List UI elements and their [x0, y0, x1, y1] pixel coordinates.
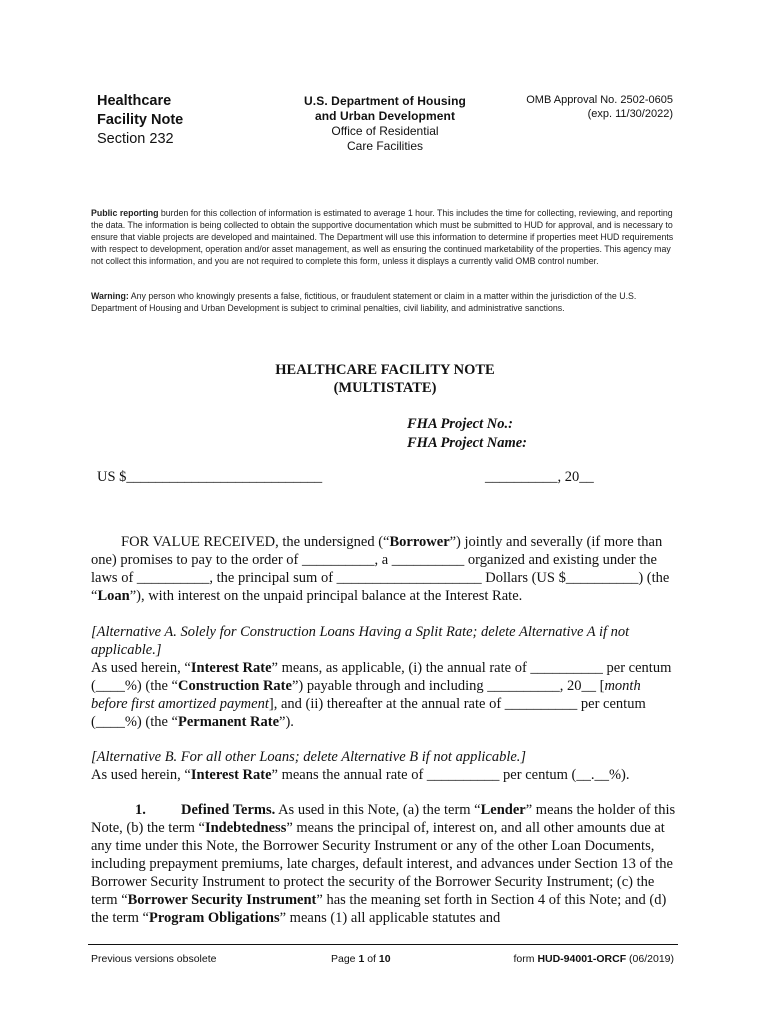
alternative-b-body [91, 766, 678, 784]
text-run: ], and (ii) thereafter at the annual rate of __________ per centum (____%) (the “ [91, 696, 646, 730]
term-borrower: Borrower [389, 534, 450, 550]
footer-obsolete-note: Previous versions obsolete [91, 953, 217, 965]
text-run: ” means the annual rate of __________ per centum (__.__%). [271, 767, 630, 783]
header-left-line1: Healthcare [97, 93, 172, 109]
alternative-b-paragraph [91, 748, 678, 784]
public-reporting-lead: Public reporting [91, 208, 159, 218]
text-run: As used herein, “ [91, 767, 191, 783]
form-id: HUD-94001-ORCF [537, 953, 627, 965]
document-title [200, 361, 570, 397]
note-date-blank: __________, 20__ [485, 469, 594, 485]
header-left-line3: Section 232 [97, 131, 174, 147]
alternative-b-heading: [Alternative B. For all other Loans; delete Alternative B if not applicable.] [91, 749, 527, 765]
fha-project-no: FHA Project No.: [407, 416, 513, 432]
agency-name-line2: and Urban Development [314, 109, 456, 123]
text-run: ” has the meaning set forth in Section 4 of this Note; and (d) the term “ [91, 892, 667, 926]
page-total: 10 [378, 953, 391, 965]
footer-divider [88, 944, 678, 945]
term-program-obligations: Program Obligations [148, 910, 280, 926]
omb-number: OMB Approval No. 2502-0605 [526, 94, 673, 106]
fha-project-block [407, 415, 527, 453]
form-date: (06/2019) [626, 953, 674, 965]
omb-approval [495, 93, 673, 121]
page-indicator [331, 952, 391, 966]
month-note: month before first amortized payment [91, 678, 641, 712]
page-number: 1 [358, 953, 365, 965]
office-line1: Office of Residential [331, 124, 439, 138]
text-run: ” means the principal of, interest on, and all other amounts due at any time under this Note, the Borrower Security Instrument or any of the other Loan Documents, including prepayment premiums, late charges, default interest, and advances under Section 13 of the Borrower Security Instrument to protect the security of the Borrower Security Instrument; (c) the term “ [91, 820, 673, 908]
term-permanent-rate: Permanent Rate [177, 714, 280, 730]
text-run: ”). [279, 714, 294, 730]
text-run: ” means the holder of this Note, (b) the term “ [91, 802, 676, 836]
text-run: ”) payable through and including __________, 20__ [ [291, 678, 605, 694]
public-reporting-statement [91, 207, 681, 267]
text-run: As used in this Note, (a) the term “ [275, 802, 481, 818]
section-number: 1. [135, 802, 146, 818]
text-run: ”), with interest on the unpaid principal balance at the Interest Rate. [129, 588, 523, 604]
term-loan: Loan [97, 588, 130, 604]
text-run: ” means, as applicable, (i) the annual rate of __________ per centum (____%) (the “ [91, 660, 672, 694]
header-left-line2: Facility Note [97, 112, 184, 128]
warning-text: Any person who knowingly presents a false, fictitious, or fraudulent statement or claim in a matter within the jurisdiction of the U.S. Department of Housing and Urban Development is subject to criminal penalties, civil liability, and administrative sanctions. [91, 291, 637, 313]
fha-project-name: FHA Project Name: [407, 435, 528, 451]
value-received-paragraph [91, 533, 678, 605]
title-line1: HEALTHCARE FACILITY NOTE [275, 362, 495, 378]
term-interest-rate: Interest Rate [190, 660, 272, 676]
public-reporting-text: burden for this collection of information is estimated to average 1 hour. This includes the time for collecting, reviewing, and reporting the data. The information is being collected to obtain the supportive documentation which must be submitted to HUD for approval, and is necessary to ensure that viable projects are developed and maintained. The Department will use this information to determine if properties meet HUD requirements with respect to development, operation and/or asset management, as well as ensuring the continued marketability of the properties. This agency may not collect this information, and you are not required to complete this form, unless it displays a currently valid OMB control number. [91, 208, 674, 266]
form-short-title [97, 92, 267, 149]
omb-expiration: (exp. 11/30/2022) [587, 108, 673, 120]
text-run: As used herein, “ [91, 660, 191, 676]
warning-statement [91, 290, 681, 314]
term-borrower-security-instrument: Borrower Security Instrument [127, 892, 317, 908]
term-lender: Lender [480, 802, 526, 818]
alternative-a-heading: [Alternative A. Solely for Construction Loans Having a Split Rate; delete Alternative A if not applicable.] [91, 624, 630, 658]
alternative-a-body [91, 659, 678, 731]
term-construction-rate: Construction Rate [177, 678, 292, 694]
page-prefix: Page [331, 953, 359, 965]
section-heading: Defined Terms. [181, 802, 276, 818]
warning-lead: Warning: [91, 291, 129, 301]
agency-name-line1: U.S. Department of Housing [304, 94, 466, 108]
principal-amount-blank: US $___________________________ [97, 469, 323, 485]
page-of: of [364, 953, 379, 965]
office-line2: Care Facilities [346, 139, 424, 153]
title-line2: (MULTISTATE) [333, 380, 437, 396]
text-run: ” means (1) all applicable statutes and [279, 910, 501, 926]
text-run: FOR VALUE RECEIVED, the undersigned (“ [121, 534, 390, 550]
form-number [514, 952, 674, 966]
term-interest-rate: Interest Rate [190, 767, 272, 783]
text-run: ”) jointly and severally (if more than one) promises to pay to the order of __________, a __________ organized and existing under the laws of __________, the principal sum of ____________________ Dollars (US $__________) (the “ [91, 534, 670, 604]
agency-block [290, 94, 480, 154]
term-indebtedness: Indebtedness [204, 820, 287, 836]
form-prefix: form [513, 953, 538, 965]
alternative-a-paragraph [91, 623, 678, 731]
section-1-defined-terms [91, 801, 678, 927]
